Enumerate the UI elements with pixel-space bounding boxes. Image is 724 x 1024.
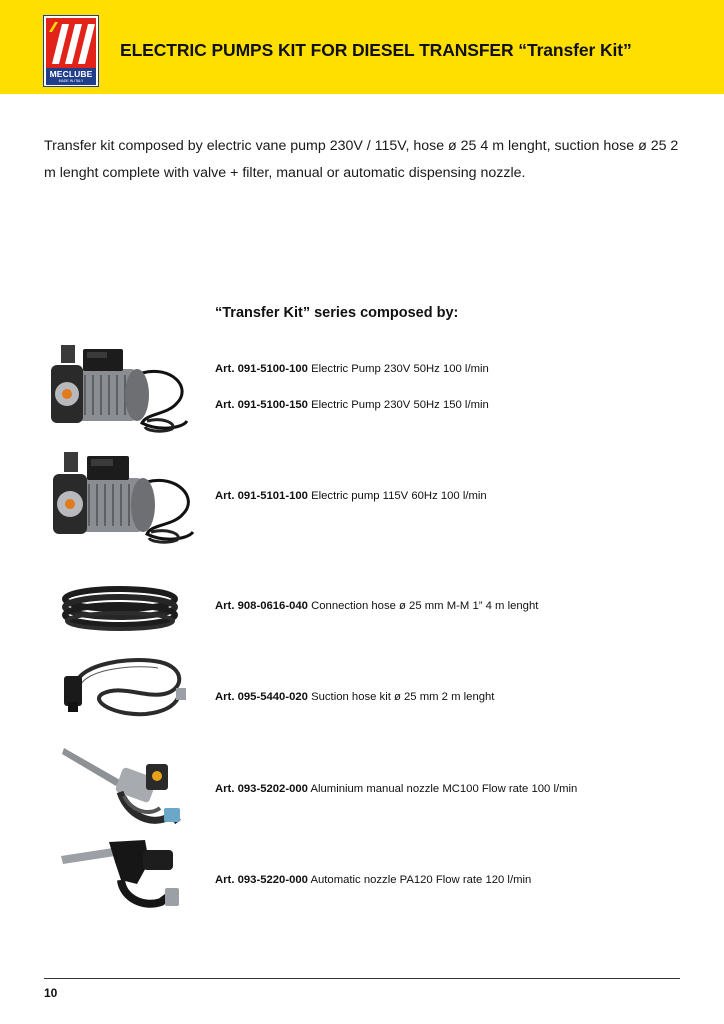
- product-line: [215, 490, 487, 502]
- article-code: Art. 093-5220-000: [215, 874, 308, 886]
- meclube-logo: [43, 15, 99, 87]
- page-number: 10: [44, 986, 58, 1000]
- page-title: ELECTRIC PUMPS KIT FOR DIESEL TRANSFER “Transfer Kit”: [120, 40, 632, 60]
- logo-brand-bar: [46, 68, 96, 85]
- connection-hose-photo: [60, 583, 180, 633]
- article-description: Aluminium manual nozzle MC100 Flow rate 100 l/min: [310, 783, 578, 795]
- article-code: Art. 091-5100-100: [215, 363, 308, 375]
- product-line: [215, 874, 531, 886]
- intro-paragraph: Transfer kit composed by electric vane pump 230V / 115V, hose ø 25 4 m lenght, suction hose ø 25 2 m lenght complete with valve + filter, manual or automatic dispensing nozzle.: [44, 138, 679, 181]
- article-description: Electric Pump 230V 50Hz 150 l/min: [311, 399, 489, 411]
- article-description: Suction hose kit ø 25 mm 2 m lenght: [311, 691, 495, 703]
- product-line: [215, 363, 489, 375]
- logo-brand-text: MECLUBE: [49, 69, 93, 79]
- article-code: Art. 091-5100-150: [215, 399, 308, 411]
- electric-pump-115v-photo: [47, 448, 202, 546]
- meclube-m-icon: [46, 18, 96, 68]
- article-description: Connection hose ø 25 mm M-M 1” 4 m lenght: [311, 600, 539, 612]
- article-code: Art. 908-0616-040: [215, 600, 308, 612]
- manual-nozzle-photo: [60, 742, 185, 828]
- product-line: [215, 783, 577, 795]
- product-line: [215, 600, 538, 612]
- article-description: Automatic nozzle PA120 Flow rate 120 l/min: [310, 874, 532, 886]
- product-line: [215, 399, 489, 411]
- product-line: [215, 691, 494, 703]
- footer-divider: [44, 978, 680, 979]
- logo-tagline: MADE IN ITALY: [58, 79, 84, 83]
- suction-hose-kit-photo: [60, 654, 190, 720]
- article-code: Art. 091-5101-100: [215, 490, 308, 502]
- article-description: Electric pump 115V 60Hz 100 l/min: [311, 490, 487, 502]
- article-description: Electric Pump 230V 50Hz 100 l/min: [311, 363, 489, 375]
- article-code: Art. 095-5440-020: [215, 691, 308, 703]
- series-title: “Transfer Kit” series composed by:: [215, 305, 459, 321]
- article-code: Art. 093-5202-000: [215, 783, 308, 795]
- header-band: [0, 0, 724, 94]
- electric-pump-230v-photo: [47, 343, 192, 435]
- automatic-nozzle-photo: [57, 836, 185, 912]
